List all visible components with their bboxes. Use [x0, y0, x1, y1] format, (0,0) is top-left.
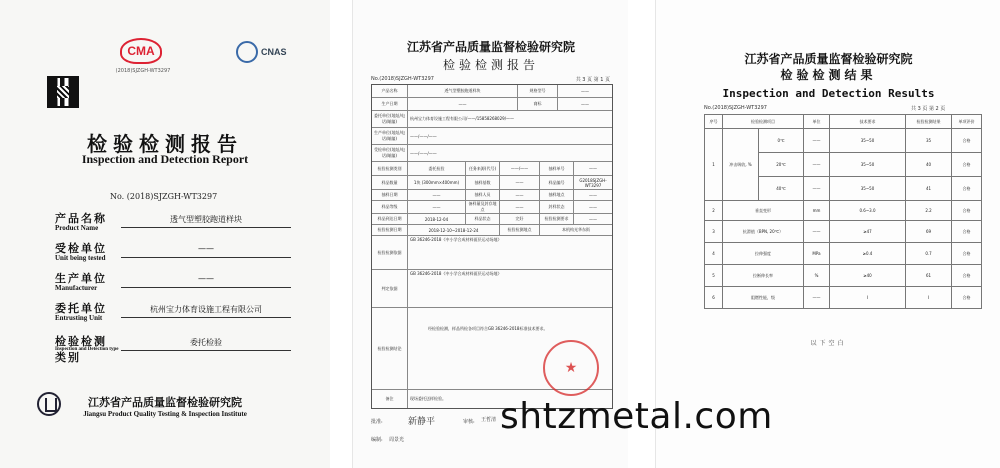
column-header: 技术要求 [830, 115, 906, 129]
results-page-number: 共 3 页 第 2 页 [911, 106, 946, 112]
field-value: 透气型塑胶跑道样块 [121, 214, 291, 228]
table-cell: 41 [906, 177, 952, 201]
results-title-en: Inspection and Detection Results [722, 87, 935, 100]
table-cell: 1块 (300mm×400mm) [408, 176, 466, 189]
results-table [704, 114, 982, 309]
table-cell: 规格型号 [518, 85, 558, 97]
cover-org-cn: 江苏省产品质量监督检验研究院 [88, 396, 242, 409]
table-row [372, 98, 612, 111]
table-cell: I [830, 287, 906, 309]
table-cell: 样品等级 [372, 201, 408, 213]
detail-title: 检验检测报告 [442, 58, 539, 72]
table-cell: 检验检测要求 [540, 214, 574, 224]
table-cell: —— [804, 129, 830, 153]
table-cell: % [804, 265, 830, 287]
table-row [372, 201, 612, 214]
table-cell: 4 [705, 243, 723, 265]
table-cell: —— [581, 88, 589, 94]
table-cell: 杭州宝力体育设施工程有限公司/——/15858268029/—— [410, 116, 515, 121]
table-cell: —— [804, 153, 830, 177]
table-cell: 样品状态 [466, 214, 500, 224]
approver-signature: 新静平 [408, 417, 436, 427]
table-cell: 委托单位(地址/电话/邮编) [372, 111, 408, 127]
table-row [372, 214, 612, 225]
table-cell: 35 [906, 129, 952, 153]
table-row [372, 270, 612, 308]
cover-field-manufacturer [55, 270, 285, 296]
table-cell: 6 [705, 287, 723, 309]
table-cell: 35~50 [830, 177, 906, 201]
field-value: —— [121, 274, 291, 288]
field-label-cn: 产品名称 [55, 212, 107, 225]
column-header: 序号 [705, 115, 723, 129]
results-report-no: No.(2018)SJZGH-WT3297 [704, 105, 767, 111]
table-cell: —— [804, 221, 830, 243]
table-cell: 1 [705, 129, 723, 201]
table-cell: 冲击吸收, % [723, 129, 759, 201]
table-cell: ——/—— [500, 162, 540, 175]
field-label-cn: 生产单位 [55, 272, 107, 285]
detail-page-number: 共 3 页 第 1 页 [575, 77, 610, 83]
table-cell: GB 36246-2018《中小学合成材料面层运动场地》 [410, 271, 502, 276]
table-cell: 69 [906, 221, 952, 243]
field-label-en: Manufacturer [55, 284, 98, 292]
table-cell: 合格 [952, 243, 982, 265]
table-cell: 本机构光华东街 [562, 227, 590, 232]
table-cell: —— [500, 176, 540, 189]
table-cell: ≥40 [830, 265, 906, 287]
reviewer-signature: 王哲清 [481, 417, 497, 423]
table-cell: 61 [906, 265, 952, 287]
official-seal-stamp [543, 340, 599, 396]
table-cell: 判定依据 [372, 270, 408, 307]
table-row [705, 265, 982, 287]
table-cell: 现场委托送样检验。 [410, 396, 446, 401]
table-cell: 0.7 [906, 243, 952, 265]
detail-org-name: 江苏省产品质量监督检验研究院 [406, 40, 575, 54]
cover-report-no: No. (2018)SJZGH-WT3297 [110, 192, 218, 201]
column-header: 单位 [804, 115, 830, 129]
column-header: 单项评价 [952, 115, 982, 129]
field-label-cn: 委托单位 [55, 302, 107, 315]
table-row [705, 201, 982, 221]
table-cell: I [906, 287, 952, 309]
table-cell: 受检单位(地址/电话/邮编) [372, 145, 408, 161]
table-cell: —— [804, 287, 830, 309]
table-cell: 合格 [952, 153, 982, 177]
table-cell: 样品到达日期 [372, 214, 408, 224]
table-cell: —— [408, 201, 466, 213]
table-cell: 样品数量 [372, 176, 408, 189]
field-label-cn: 检验检测类别 [55, 335, 107, 364]
table-cell: 合格 [952, 221, 982, 243]
table-cell: 20℃ [759, 153, 804, 177]
table-cell: 合格 [952, 265, 982, 287]
table-row [372, 145, 612, 162]
table-cell: 检验检测地点 [500, 225, 540, 235]
report-cover-page [0, 0, 330, 468]
table-cell: 抽样日期 [372, 190, 408, 200]
star-icon: ★ [564, 360, 578, 376]
table-row [372, 190, 612, 201]
table-row [705, 243, 982, 265]
table-cell: 合格 [952, 177, 982, 201]
table-cell: G2018SJZGH-WT3297 [579, 177, 607, 188]
field-label-en: Inspection and Detection type [55, 347, 119, 352]
table-row [705, 221, 982, 243]
table-row [372, 176, 612, 190]
table-cell: 阻燃性能，级 [723, 287, 804, 309]
table-cell: 封样状态 [540, 201, 574, 213]
table-cell: —— [408, 98, 518, 110]
table-cell: 抽样基数 [466, 176, 500, 189]
table-cell: 拉伸强度 [723, 243, 804, 265]
table-cell: 3 [705, 221, 723, 243]
table-cell: 备样量及封存地点 [466, 201, 500, 213]
field-value: 委托检验 [121, 337, 291, 351]
table-cell: 5 [705, 265, 723, 287]
field-label-en: Unit being tested [55, 254, 106, 262]
approver-label: 批准: [371, 419, 383, 425]
table-cell: 合格 [952, 287, 982, 309]
editor-signature: 周景光 [389, 437, 405, 443]
table-cell: 2018-12-04 [408, 214, 466, 224]
cover-field-entrusting-unit [55, 300, 285, 326]
table-cell: 检验检测类别 [372, 162, 408, 175]
table-cell: —— [589, 216, 597, 222]
cma-code: (2018)SJZGH-WT3297 [115, 68, 171, 74]
table-cell: 生产日期 [372, 98, 408, 110]
table-cell: ≥47 [830, 221, 906, 243]
table-row [705, 129, 982, 153]
table-cell: 2018-12-10~2018-12-24 [408, 225, 500, 235]
table-cell: —— [589, 204, 597, 210]
table-row [372, 162, 612, 176]
table-cell: 0.6~3.0 [830, 201, 906, 221]
table-cell: 任务来源(代号) [466, 162, 500, 175]
cover-field-product [55, 210, 285, 236]
table-cell: ——/——/—— [410, 150, 437, 156]
detail-report-no: No.(2018)SJZGH-WT3297 [371, 76, 434, 82]
table-cell: 经检验检测，样品所检各项目符合GB 36246-2018标准技术要求。 [428, 326, 548, 331]
column-header: 检验检测项目 [723, 115, 804, 129]
table-cell: 生产单位(地址/电话/邮编) [372, 128, 408, 144]
table-cell: 检验检测依据 [372, 236, 408, 269]
cover-org-en: Jiangsu Product Quality Testing & Inspection Institute [83, 410, 247, 418]
table-cell: 完好 [500, 214, 540, 224]
table-cell: 35~50 [830, 129, 906, 153]
table-row [372, 85, 612, 98]
table-cell: —— [408, 190, 466, 200]
table-cell: 检验检测日期 [372, 225, 408, 235]
table-cell: —— [500, 201, 540, 213]
table-cell: —— [804, 177, 830, 201]
table-row [372, 225, 612, 236]
table-cell: —— [589, 192, 597, 198]
table-cell: ——/——/—— [410, 133, 437, 139]
table-cell: mm [804, 201, 830, 221]
table-cell: 合格 [952, 129, 982, 153]
table-cell: 产品名称 [372, 85, 408, 97]
cover-field-inspection-type [55, 333, 285, 364]
field-label-cn: 受检单位 [55, 242, 107, 255]
table-cell: 商标 [518, 98, 558, 110]
cnas-label: CNAS [261, 47, 287, 57]
table-row [372, 128, 612, 145]
cover-title-cn: 检验检测报告 [87, 132, 243, 156]
cover-title-en: Inspection and Detection Report [81, 152, 249, 166]
field-label-en: Entrusting Unit [55, 314, 103, 322]
reviewer-label: 审核: [463, 419, 475, 425]
table-cell: 备注 [372, 390, 408, 408]
table-cell: 抽样地点 [540, 190, 574, 200]
table-cell: 抽样单号 [540, 162, 574, 175]
table-header-row [705, 115, 982, 129]
table-cell: 抽样人员 [466, 190, 500, 200]
table-row [705, 287, 982, 309]
table-cell: 拉断伸长率 [723, 265, 804, 287]
field-value: 杭州宝力体育设施工程有限公司 [121, 304, 291, 318]
table-cell: 检验检测结论 [372, 308, 408, 389]
table-cell: 样品编号 [540, 176, 574, 189]
table-row [372, 236, 612, 270]
table-cell: GB 36246-2018《中小学合成材料面层运动场地》 [410, 237, 502, 242]
table-cell: 35~50 [830, 153, 906, 177]
table-cell: MPa [804, 243, 830, 265]
table-cell: ≥0.4 [830, 243, 906, 265]
results-blank-note: 以下空白 [810, 340, 847, 347]
results-org-name: 江苏省产品质量监督检验研究院 [744, 52, 913, 66]
table-cell: 40℃ [759, 177, 804, 201]
table-row [372, 111, 612, 128]
ilac-seal-icon [236, 41, 258, 63]
cma-logo: CMA [120, 38, 162, 64]
table-cell: 2 [705, 201, 723, 221]
cover-field-unit-tested [55, 240, 285, 266]
qr-code-icon [47, 76, 79, 108]
table-cell: —— [581, 101, 589, 107]
field-value: —— [121, 244, 291, 258]
field-label-en: Product Name [55, 224, 99, 232]
table-cell: 透气型塑胶跑道样块 [408, 85, 518, 97]
table-cell: 合格 [952, 201, 982, 221]
table-cell: —— [589, 166, 597, 171]
table-cell: —— [500, 190, 540, 200]
table-cell: 垂直变形 [723, 201, 804, 221]
results-title-cn: 检验检测结果 [780, 68, 877, 82]
editor-label: 编制: [371, 437, 383, 443]
cnas-logo [236, 40, 302, 64]
table-cell: 2.2 [906, 201, 952, 221]
table-cell: 40 [906, 153, 952, 177]
column-header: 检验检测结果 [906, 115, 952, 129]
table-cell: 抗滑值（BPN, 20℃） [723, 221, 804, 243]
table-cell: 委托检验 [408, 162, 466, 175]
table-cell: 0℃ [759, 129, 804, 153]
site-watermark: shtzmetal.com [500, 396, 773, 437]
